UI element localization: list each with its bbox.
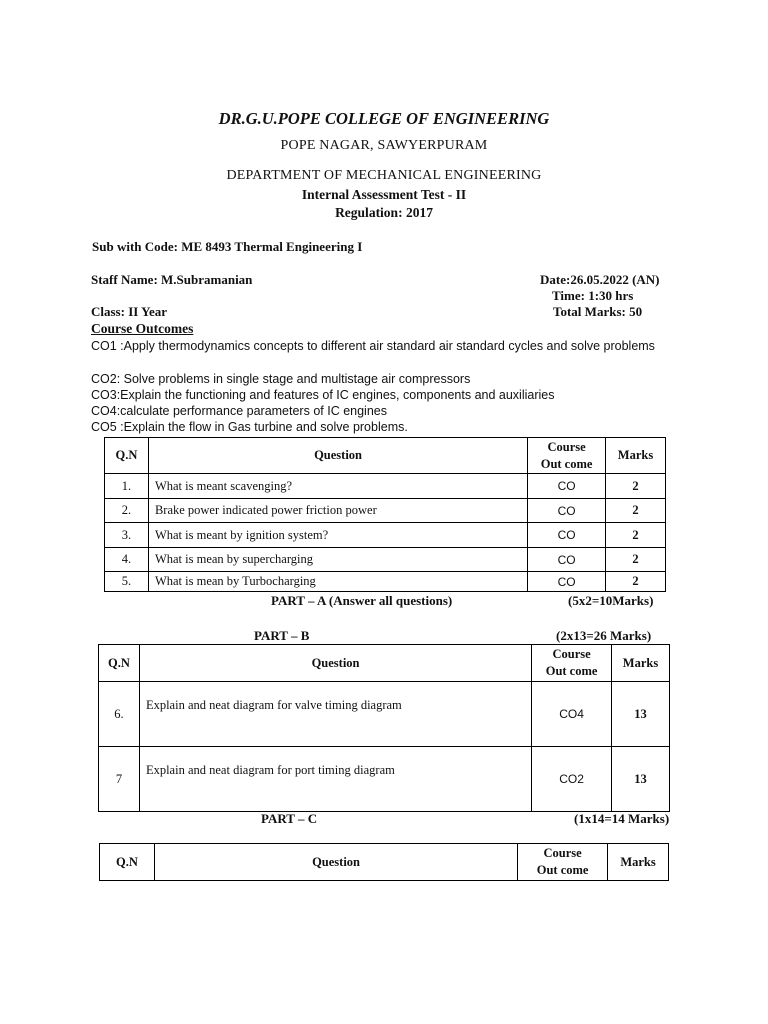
column-header-course-outcome <box>532 645 612 682</box>
table-row <box>99 682 670 747</box>
table-row <box>99 747 670 812</box>
table-row <box>105 499 666 523</box>
part-a-title: PART – A (Answer all questions) <box>271 593 453 608</box>
course-header-line2: Out come <box>536 863 589 877</box>
staff-name: Staff Name: M.Subramanian <box>91 272 253 287</box>
course-outcome-cell: CO <box>528 523 606 548</box>
course-header-line1: Course <box>547 439 586 454</box>
marks-cell: 2 <box>606 572 666 592</box>
question-text: What is mean by Turbocharging <box>148 572 527 592</box>
part-a-marks: (5x2=10Marks) <box>568 593 654 608</box>
question-number: 6. <box>99 682 140 747</box>
marks-cell: 2 <box>606 474 666 499</box>
table-header-row <box>100 844 669 881</box>
course-outcome-cell: CO2 <box>532 747 612 812</box>
question-text: Explain and neat diagram for valve timing diagram <box>139 682 531 747</box>
course-outcome-cell: CO <box>528 499 606 523</box>
course-outcome-cell: CO4 <box>532 682 612 747</box>
table-row <box>105 572 666 592</box>
question-number: 5. <box>105 572 149 592</box>
college-address: POPE NAGAR, SAWYERPURAM <box>280 138 488 153</box>
course-outcome-item: CO3:Explain the functioning and features of IC engines, components and auxiliaries <box>91 388 555 402</box>
course-outcome-cell: CO <box>528 572 606 592</box>
column-header-marks: Marks <box>608 844 669 881</box>
table-header-row <box>99 645 670 682</box>
department-name: DEPARTMENT OF MECHANICAL ENGINEERING <box>226 168 542 183</box>
exam-time: Time: 1:30 hrs <box>552 288 634 303</box>
marks-cell: 13 <box>612 682 670 747</box>
course-header-line2: Out come <box>540 456 593 471</box>
part-c-marks: (1x14=14 Marks) <box>574 811 670 826</box>
column-header-marks: Marks <box>612 645 670 682</box>
course-header-line2: Out come <box>545 664 598 678</box>
question-number: 4. <box>105 548 149 572</box>
course-header-line1: Course <box>543 846 582 860</box>
column-header-question: Question <box>154 844 517 881</box>
question-number: 1. <box>105 474 149 499</box>
question-text: What is meant scavenging? <box>148 474 527 499</box>
marks-cell: 2 <box>606 499 666 523</box>
course-header-line1: Course <box>552 647 591 661</box>
table-row <box>105 474 666 499</box>
total-marks: Total Marks: 50 <box>553 304 643 319</box>
course-outcome-item: CO1 :Apply thermodynamics concepts to different air standard air standard cycles and solve problems <box>91 339 655 353</box>
question-number: 3. <box>105 523 149 548</box>
regulation: Regulation: 2017 <box>335 205 433 220</box>
column-header-course-outcome <box>528 438 606 474</box>
table-header-row <box>105 438 666 474</box>
marks-cell: 2 <box>606 548 666 572</box>
table-row <box>105 548 666 572</box>
part-b-marks: (2x13=26 Marks) <box>556 628 652 643</box>
question-text: Explain and neat diagram for port timing diagram <box>139 747 531 812</box>
part-c-table <box>99 843 669 881</box>
column-header-qn: Q.N <box>105 438 149 474</box>
question-number: 7 <box>99 747 140 812</box>
marks-cell: 13 <box>612 747 670 812</box>
column-header-marks: Marks <box>606 438 666 474</box>
column-header-qn: Q.N <box>99 645 140 682</box>
subject-code: Sub with Code: ME 8493 Thermal Engineering I <box>92 239 363 254</box>
table-row <box>105 523 666 548</box>
course-outcome-cell: CO <box>528 548 606 572</box>
exam-date: Date:26.05.2022 (AN) <box>540 272 660 287</box>
course-outcome-item: CO2: Solve problems in single stage and multistage air compressors <box>91 372 471 386</box>
column-header-qn: Q.N <box>100 844 155 881</box>
part-b-table <box>98 644 670 812</box>
question-number: 2. <box>105 499 149 523</box>
part-c-title: PART – C <box>261 811 318 826</box>
course-outcome-item: CO4:calculate performance parameters of IC engines <box>91 404 387 418</box>
question-text: What is meant by ignition system? <box>148 523 527 548</box>
marks-cell: 2 <box>606 523 666 548</box>
question-text: Brake power indicated power friction power <box>148 499 527 523</box>
class-year: Class: II Year <box>91 304 168 319</box>
part-a-table <box>104 437 666 592</box>
course-outcome-item: CO5 :Explain the flow in Gas turbine and solve problems. <box>91 420 408 434</box>
part-b-title: PART – B <box>254 628 310 643</box>
question-text: What is mean by supercharging <box>148 548 527 572</box>
column-header-question: Question <box>148 438 527 474</box>
college-name: DR.G.U.POPE COLLEGE OF ENGINEERING <box>218 109 550 128</box>
course-outcomes-title: Course Outcomes <box>91 321 194 336</box>
course-outcome-cell: CO <box>528 474 606 499</box>
column-header-question: Question <box>139 645 531 682</box>
test-title: Internal Assessment Test - II <box>301 187 467 202</box>
column-header-course-outcome <box>518 844 608 881</box>
